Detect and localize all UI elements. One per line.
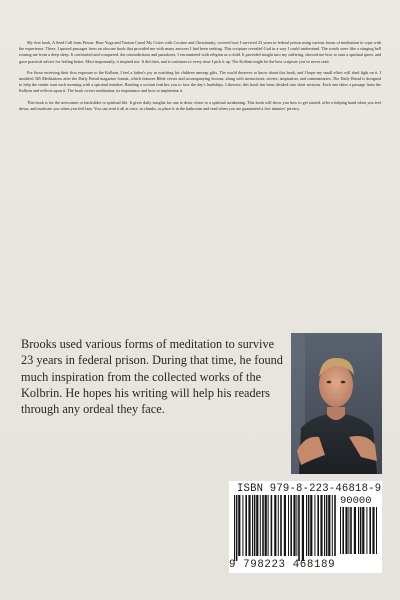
barcode-bar [310,495,312,556]
barcode-bar [354,507,356,554]
barcode-bar [366,507,367,554]
barcode-bar [296,495,297,556]
barcode-bar [369,507,371,554]
isbn-label: ISBN 979-8-223-46818-9 [237,483,382,495]
author-photo [291,333,382,474]
barcode-bar [234,495,235,561]
barcode-bar [320,495,322,556]
barcode-bar [326,495,328,556]
barcode-bar [242,495,243,556]
barcode-bar [314,495,315,556]
barcode-bar [278,495,279,556]
barcode-bar [260,495,261,556]
description-paragraph-2: For those receiving their first exposure to the Kolbrin, I feel a father's joy in watching his children unwrap gifts. The world deserves to know about this book, and I hope my small effort will shed light on it. I modeled 365 Meditations after the Daily Bread magazine format, which features Bible verses and accompanying lessons, along with instructions, stories, inspiration, and commentaries. The Daily Bread is designed to help the reader start each morning with a spiritual mindset. Reading a section fortifies you to face the day's hardships. Likewise, this book has been divided into short sections. Each one takes a passage from the Kolbrin and reflects upon it. The book covers meditation, its importance and how to implement it. [19,69,381,94]
barcode-bar [248,495,250,556]
barcode-bar [328,495,330,556]
barcode-bar [262,495,264,556]
barcode-bar [293,495,295,556]
barcode-bar [252,495,253,556]
barcode-bar [306,495,307,556]
barcode-bar [348,507,349,554]
barcode-bar [288,495,289,556]
description-paragraph-3: This book is for the newcomer or backslider to spiritual life. It gives daily insights for one to draw closer to a spiritual awakening. This book will show you how to get started, offer a helping hand when you feel down, and motivate you when you feel lazy. You can read it all at once, in chunks, or place it in the bathroom and read when you are guaranteed a few minutes' privacy. [19,99,381,111]
barcode-bar [362,507,364,554]
description-text [19,40,381,117]
barcode-bar [236,495,238,561]
barcode-bar [280,495,282,556]
barcode-bar [342,507,344,554]
barcode-bar [358,507,359,554]
price-code: 90000 [340,495,372,507]
barcode-bar [308,495,310,556]
barcode-bar [265,495,267,556]
barcode-bar [290,495,292,556]
barcode-bar [360,507,362,554]
barcode-bar [238,495,240,556]
barcode-bar [274,495,276,556]
isbn-barcode [229,481,382,573]
ean-barcode-bars [233,495,337,561]
author-bio: Brooks used various forms of meditation to survive 23 years in federal prison. During that time, he found much inspiration from the collected works of the Kolbrin. He hopes his writing will help his readers through any ordeal they face. [21,337,283,417]
barcode-bar [372,507,374,554]
barcode-bar [324,495,325,556]
barcode-bar [271,495,273,556]
barcode-bar [245,495,247,556]
barcode-bar [256,495,258,556]
barcode-bar [350,507,352,554]
addon-barcode-bars [339,507,379,559]
barcode-bar [334,495,336,556]
author-portrait-image [291,333,382,474]
barcode-bar [376,507,377,554]
barcode-bar [340,507,341,554]
barcode-bar [317,495,319,556]
barcode-bar [298,495,300,561]
description-paragraph-1: My first book, A Seed Call from Prison: How Yoga and Taoism Cured My Crises with Cocaine and Christianity, covered how I survived 23 years in federal prison using various forms of meditation to cope with the experience. There, I quoted passages from an obscure book that provided me with many answers I had been seeking. This scripture revealed God in a way I could understand. The words were like a stinging bell rousing me from a deep sleep. It confronted and conquered, the contradictions and paradoxes, I encountered with religion as a child. It provided insight into my suffering, showed me how to start a spiritual quest, and gave practical advice for feeling better. Most importantly, it inspired me. It did then, and it continues to every time I pick it up. The Kolbrin might be the best scripture you've never read. [19,40,381,64]
barcode-bar [254,495,256,556]
barcode-bar [268,495,269,556]
barcode-bar [284,495,286,556]
ean-digits: 9 798223 468189 [229,559,336,571]
barcode-bar [302,495,304,561]
barcode-bar [332,495,333,556]
barcode-bar [345,507,347,554]
